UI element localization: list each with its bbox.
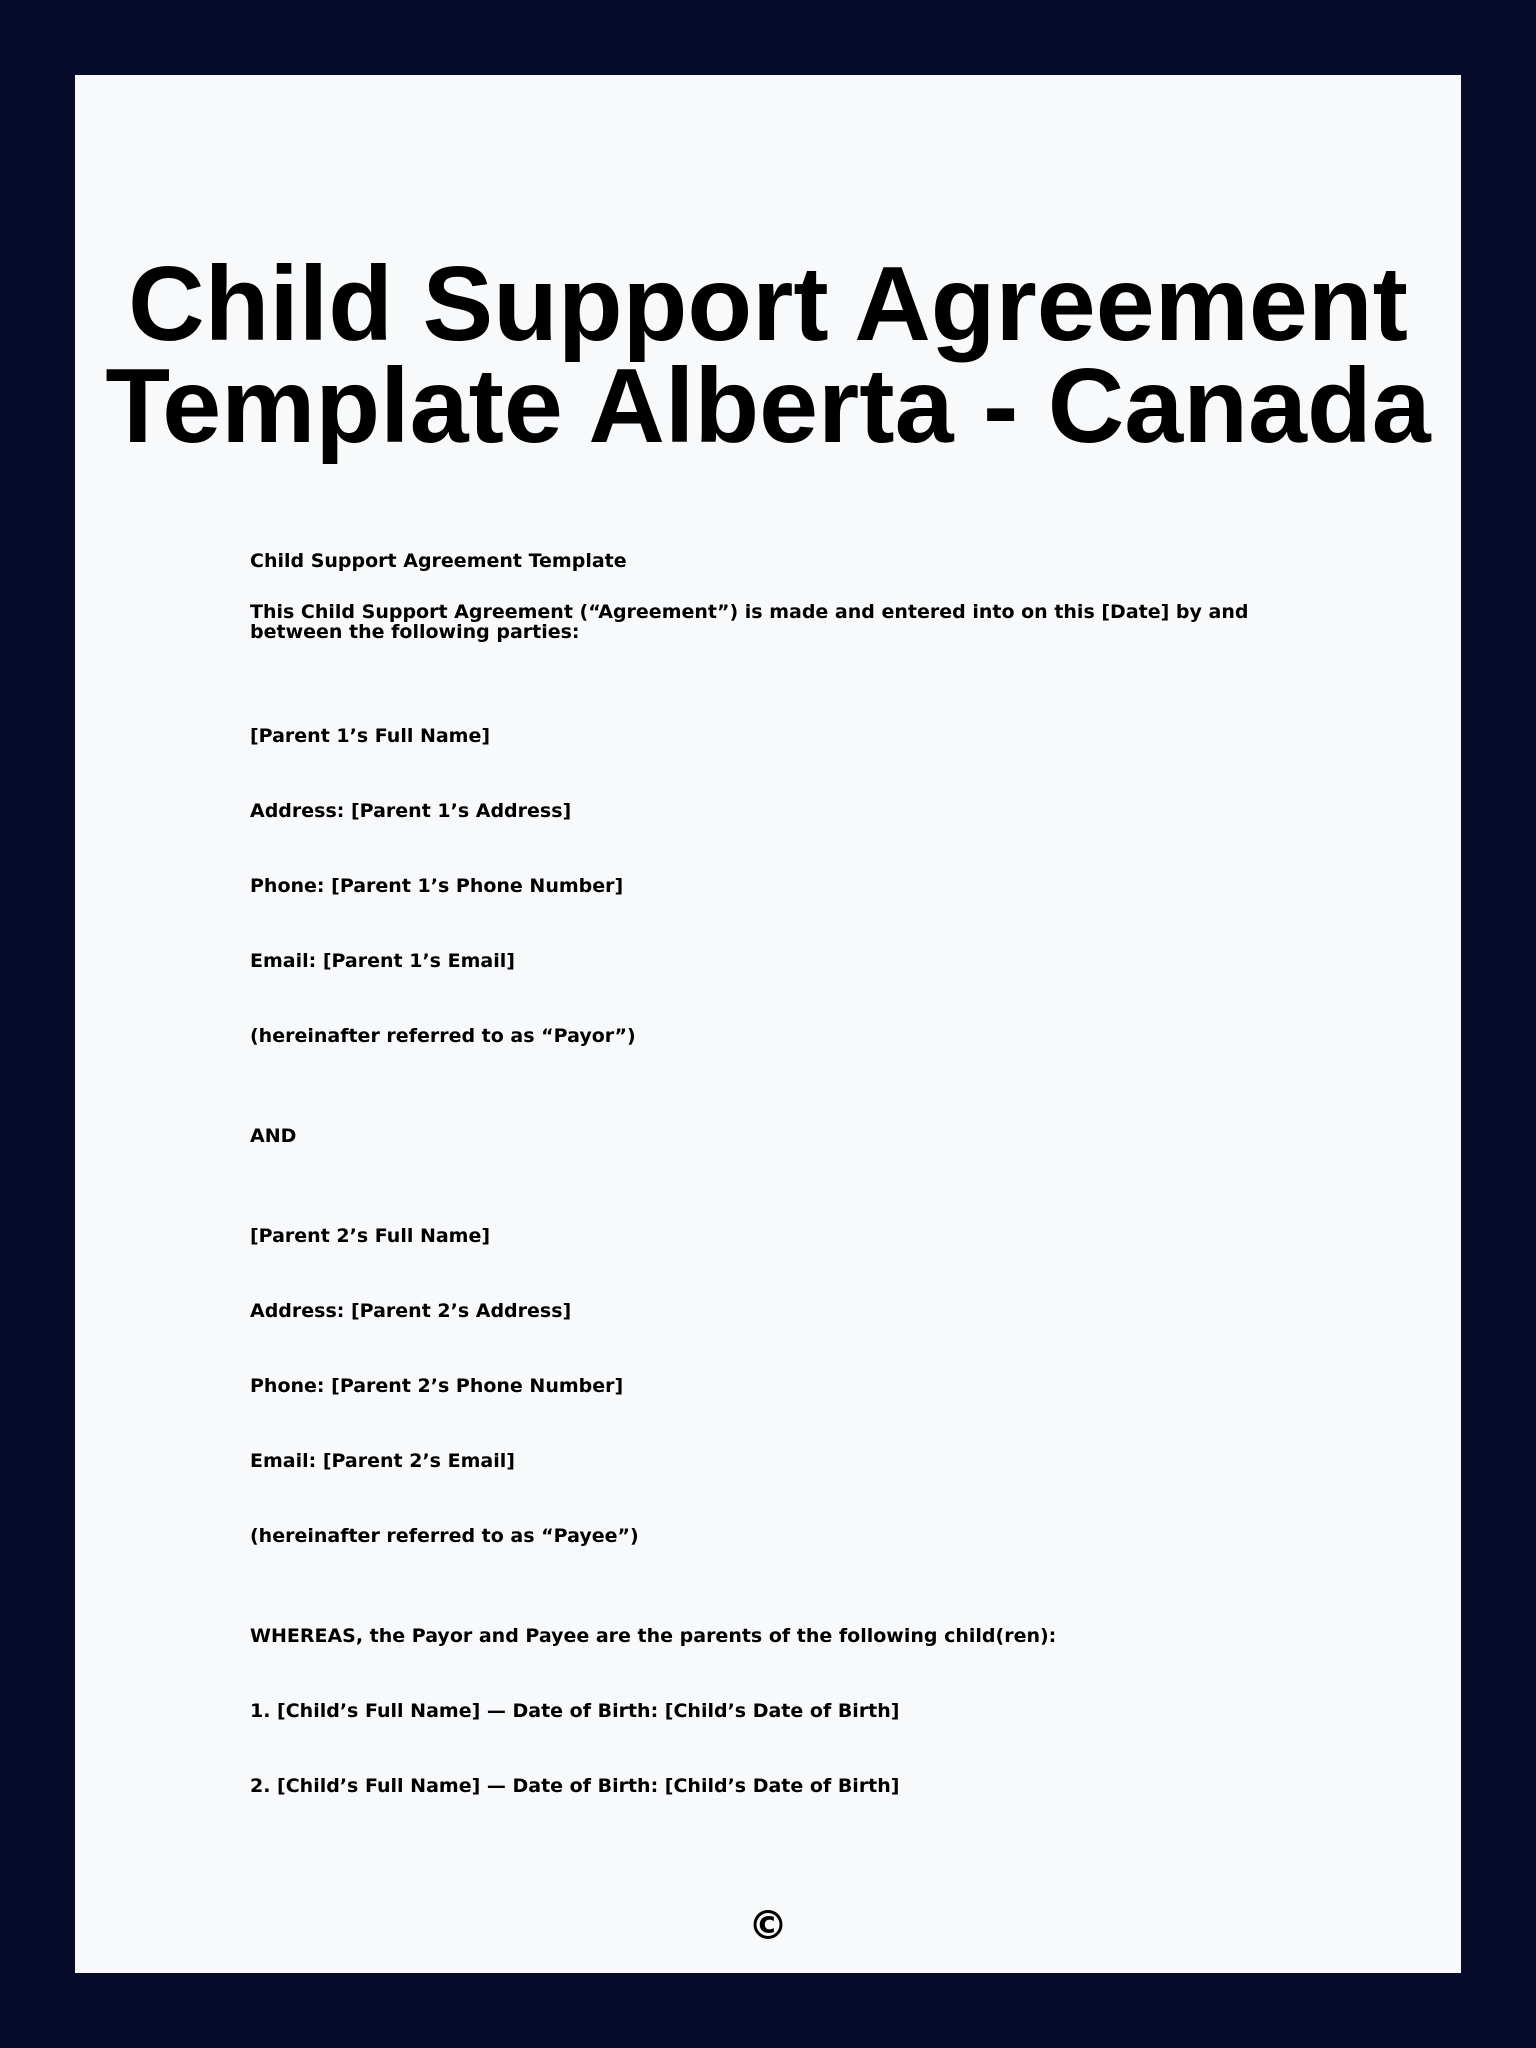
whereas-clause: WHEREAS, the Payor and Payee are the parents of the following child(ren):: [250, 1625, 1057, 1647]
parent2-phone: Phone: [Parent 2’s Phone Number]: [250, 1375, 624, 1397]
parent2-address: Address: [Parent 2’s Address]: [250, 1300, 572, 1322]
title-line-2: Template Alberta - Canada: [105, 347, 1431, 465]
parent2-email: Email: [Parent 2’s Email]: [250, 1450, 515, 1472]
title-line-1: Child Support Agreement: [128, 245, 1408, 363]
parent1-name: [Parent 1’s Full Name]: [250, 725, 491, 747]
document-title: [75, 245, 1461, 465]
parent1-email: Email: [Parent 1’s Email]: [250, 950, 515, 972]
intro-paragraph: This Child Support Agreement (“Agreement”) is made and entered into on this [Date] by and between the following parties:: [250, 601, 1249, 643]
parent2-name: [Parent 2’s Full Name]: [250, 1225, 491, 1247]
parent1-referred: (hereinafter referred to as “Payor”): [250, 1025, 636, 1047]
copyright-icon: ©: [748, 1903, 788, 1949]
and-separator: AND: [250, 1125, 297, 1147]
parent2-referred: (hereinafter referred to as “Payee”): [250, 1525, 639, 1547]
child-item-1: 1. [Child’s Full Name] — Date of Birth: [Child’s Date of Birth]: [250, 1700, 900, 1722]
template-subtitle: Child Support Agreement Template: [250, 550, 627, 572]
document-page: [75, 75, 1461, 1973]
parent1-address: Address: [Parent 1’s Address]: [250, 800, 572, 822]
child-item-2: 2. [Child’s Full Name] — Date of Birth: [Child’s Date of Birth]: [250, 1775, 900, 1797]
parent1-phone: Phone: [Parent 1’s Phone Number]: [250, 875, 624, 897]
